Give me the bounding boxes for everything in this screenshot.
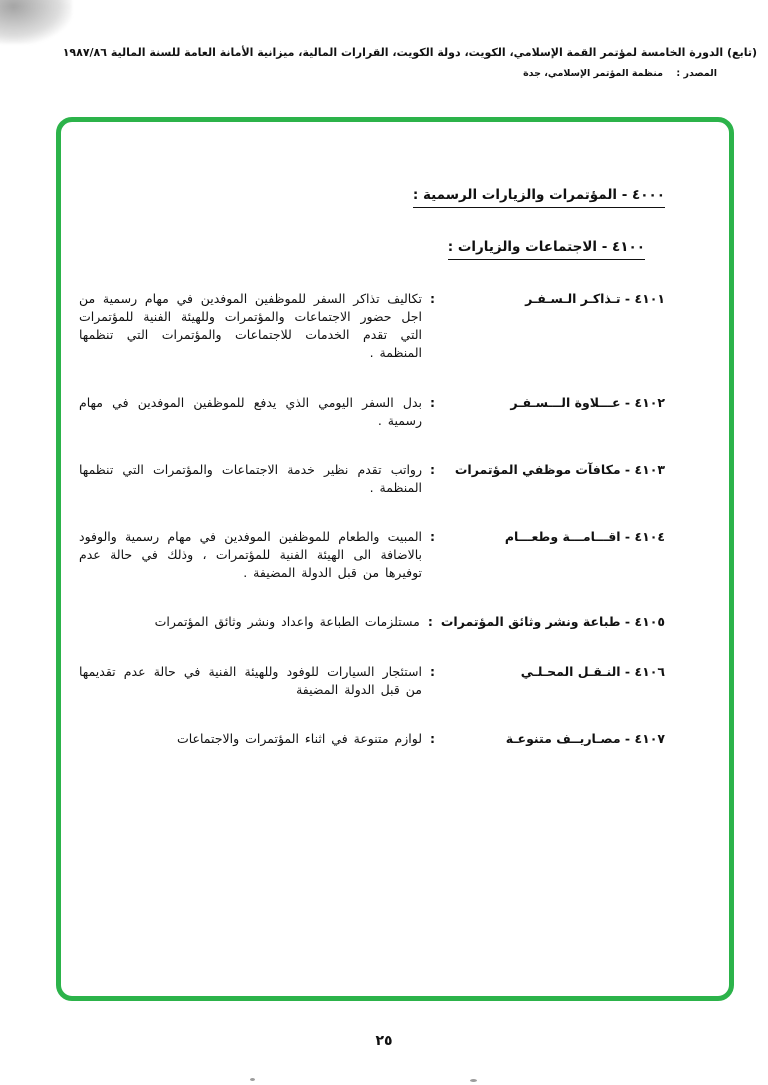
item-label: ٤١٠٦ - النـقـل المحـلـي (520, 663, 665, 679)
document-header (10, 46, 757, 79)
budget-item-4106 (79, 663, 665, 699)
budget-items-list (79, 290, 665, 748)
item-description: تكاليف تذاكر السفر للموظفين الموفدين في مهام رسمية من اجل حضور الاجتماعات والمؤتمرات وللهيئة الفنية للمؤتمرات التي تقدم الخدمات للاجتماعات والمؤتمرات التي تنظمها المنظمة . (79, 291, 422, 361)
content-frame (56, 117, 734, 1001)
scan-artifact (0, 0, 72, 44)
scan-speck (470, 1079, 477, 1082)
item-description: بدل السفر اليومي الذي يدفع للموظفين الموفدين في مهام رسمية . (79, 394, 422, 428)
item-separator: : (430, 394, 435, 410)
budget-item-4105 (79, 613, 665, 631)
document-body (61, 122, 729, 748)
item-label: ٤١٠٧ - مصـاريــف متنوعـة (505, 730, 665, 746)
item-label: ٤١٠٢ - عـــلاوة الـــسـفـر (510, 394, 665, 410)
budget-item-4102 (79, 394, 665, 430)
item-label: ٤١٠٣ - مكافآت موظفي المؤتمرات (454, 461, 665, 477)
item-description: مستلزمات الطباعة واعداد ونشر وثائق المؤتمرات (154, 614, 420, 630)
budget-item-4104 (79, 528, 665, 582)
section-title: ٤٠٠٠ - المؤتمرات والزيارات الرسمية : (413, 187, 665, 208)
item-separator: : (430, 461, 435, 477)
item-separator: : (427, 614, 433, 630)
subsection-title-row (79, 236, 665, 260)
item-label: ٤١٠١ - تـذاكـر الـسـفـر (525, 291, 665, 306)
item-separator: : (430, 291, 435, 306)
scan-speck (250, 1078, 255, 1081)
page-number: ٢٥ (375, 1033, 393, 1049)
item-separator: : (430, 663, 435, 679)
subsection-title: ٤١٠٠ - الاجتماعات والزيارات : (448, 239, 645, 260)
source-label: المصدر : (676, 68, 717, 79)
item-label: ٤١٠٤ - اقـــامـــة وطعـــام (504, 529, 665, 544)
item-label: ٤١٠٥ - طباعة ونشر وثائق المؤتمرات (440, 614, 665, 630)
item-description: استئجار السيارات للوفود وللهيئة الفنية في حالة عدم تقديمها من قبل الدولة المضيفة (79, 663, 422, 697)
item-separator: : (430, 730, 435, 746)
budget-item-4107 (79, 730, 665, 748)
item-description: المبيت والطعام للموظفين الموفدين في مهام رسمية والوفود بالاضافة الى الهيئة الفنية للمؤتمرات ، وذلك في حالة عدم توفيرها من قبل الدولة المضيفة . (79, 529, 422, 581)
header-source-line (10, 68, 757, 79)
item-separator: : (430, 529, 435, 544)
item-description: رواتب تقدم نظير خدمة الاجتماعات والمؤتمرات التي تنظمها المنظمة . (79, 461, 422, 495)
budget-item-4103 (79, 461, 665, 497)
header-title: (تابع) الدورة الخامسة لمؤتمر القمة الإسلامي، الكويت، دولة الكويت، القرارات المالية، ميزانية الأمانة العامة للسنة المالية ١٩٨٧/٨٦ (62, 46, 757, 59)
section-title-row (79, 184, 665, 208)
item-description: لوازم متنوعة في اثناء المؤتمرات والاجتماعات (176, 730, 422, 746)
budget-item-4101 (79, 290, 665, 363)
source-value: منظمة المؤتمر الإسلامي، جدة (523, 68, 664, 79)
